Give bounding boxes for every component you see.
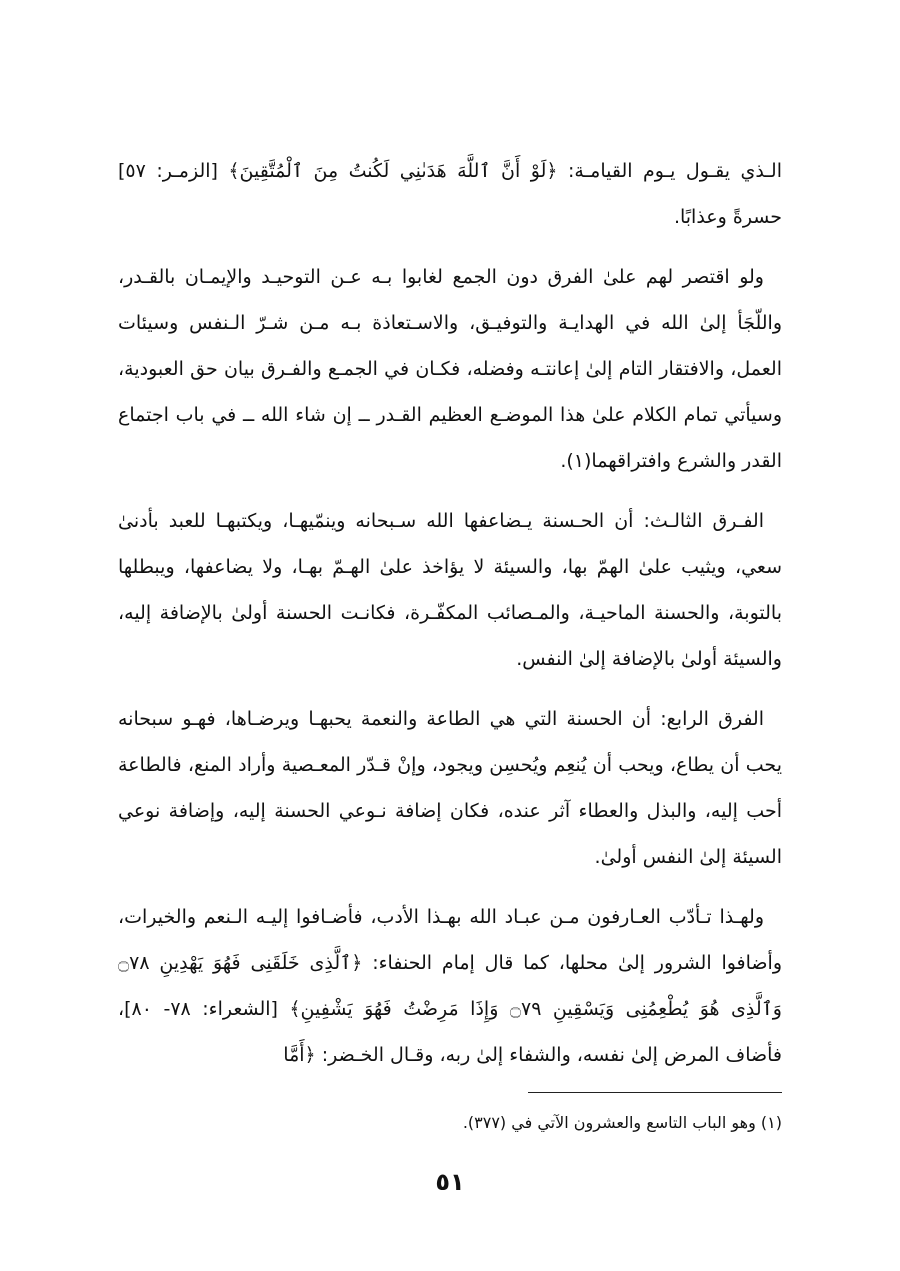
paragraph-third-difference: الفـرق الثالـث: أن الحـسنة يـضاعفها الله سـبحانه وينمّيهـا، ويكتبهـا للعبد بأدنىٰ سعي، ويثيب علىٰ الهمّ بها، والسيئة لا يؤاخذ علىٰ الهـمّ بهـا، ولا يضاعفها، ويبطلها بالتوبة، والحسنة الماحيـة، والمـصائب المكفّـرة، فكانـت الحسنة أولىٰ بالإضافة إليه، والسيئة أولىٰ بالإضافة إلىٰ النفس. xyxy=(118,510,782,670)
paragraph-continuation: الـذي يقـول يـوم القيامـة: ﴿لَوْ أَنَّ ٱللَّهَ هَدَىٰنِي لَكُنتُ مِنَ ٱلْمُتَّقِينَ﴾ [الزمـر: ٥٧] حسرةً وعذابًا. xyxy=(118,160,782,228)
paragraph-fourth-difference: الفرق الرابع: أن الحسنة التي هي الطاعة والنعمة يحبهـا ويرضـاها، فهـو سبحانه يحب أن يطاع، ويحب أن يُنعِم ويُحسِن ويجود، وإنْ قـدّر المعـصية وأراد المنع، فالطاعة أحب إليه، والبذل والعطاء آثر عنده، فكان إضافة نـوعي الحسنة إليه، وإضافة نوعي السيئة إلىٰ النفس أولىٰ. xyxy=(118,708,782,868)
footnote-divider xyxy=(528,1092,782,1093)
paragraph-etiquette: ولهـذا تـأدّب العـارفون مـن عبـاد الله بهـذا الأدب، فأضـافوا إليـه الـنعم والخيرات، وأضافوا الشرور إلىٰ محلها، كما قال إمام الحنفاء: ﴿ٱلَّذِى خَلَقَنِى فَهُوَ يَهْدِينِ ۝٧٨ وَٱلَّذِى هُوَ يُطْعِمُنِى وَيَسْقِينِ ۝٧٩ وَإِذَا مَرِضْتُ فَهُوَ يَشْفِينِ﴾ [الشعراء: ٧٨- ٨٠]، فأضاف المرض إلىٰ نفسه، والشفاء إلىٰ ربه، وقـال الخـضر: ﴿أَمَّا xyxy=(118,906,782,1066)
paragraph-tawhid: ولو اقتصر لهم علىٰ الفرق دون الجمع لغابوا بـه عـن التوحيـد والإيمـان بالقـدر، واللّجَأ إلىٰ الله في الهدايـة والتوفيـق، والاسـتعاذة بـه مـن شـرّ الـنفس وسيئات العمل، والافتقار التام إلىٰ إعانتـه وفضله، فكـان في الجمـع والفـرق بيان حق العبودية، وسيأتي تمام الكلام علىٰ هذا الموضـع العظيم القـدر ــ إن شاء الله ــ في باب اجتماع القدر والشرع وافتراقهما(١). xyxy=(118,266,782,472)
main-text xyxy=(118,148,782,1092)
footnote: (١) وهو الباب التاسع والعشرون الآتي في (٣٧٧). xyxy=(462,1113,782,1132)
page-number: ٥١ xyxy=(435,1168,465,1196)
